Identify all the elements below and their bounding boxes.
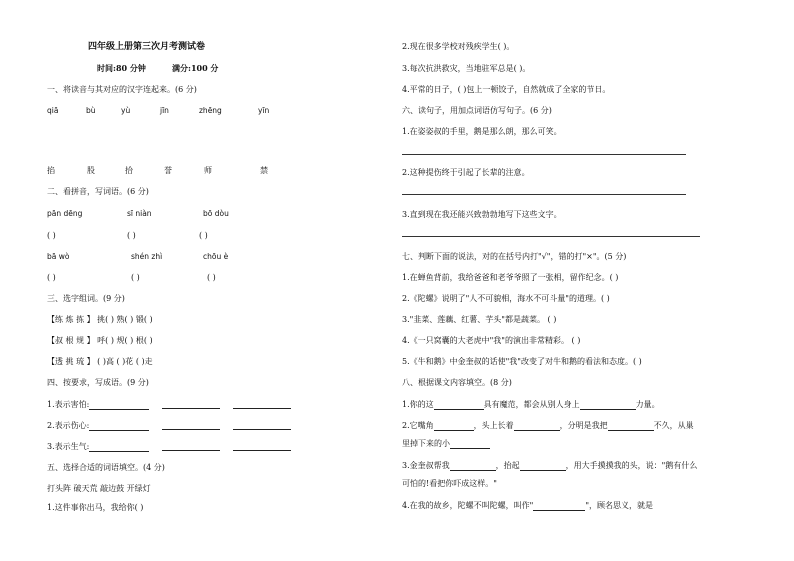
q7-item-1: 1.在蝉鱼背前，我给爸爸和老爷爷照了一张相，留作纪念。( ) — [402, 273, 619, 282]
q2-pinyin-6: chōu è — [203, 252, 229, 261]
q8-item-1: 1.你的这 具有魔范，都会从别人身上 力量。 — [402, 400, 660, 409]
exam-time: 时间:80 分钟 — [97, 63, 146, 73]
q5-item-3: 3.每次抗洪救灾，当地驻军总是( )。 — [402, 64, 531, 73]
q1-pinyin-5: zhēng — [199, 106, 222, 115]
q7-item-3: 3."韭菜、莲藕、红薯、芋头"都是蔬菜。 ( ) — [402, 315, 557, 324]
answer-line[interactable] — [402, 194, 686, 195]
page-title: 四年级上册第三次月考测试卷 — [88, 42, 206, 52]
answer-blank[interactable] — [89, 443, 149, 452]
answer-blank[interactable] — [89, 401, 149, 410]
q1-heading: 一、将读音与其对应的汉字连起来。(6 分) — [47, 85, 197, 94]
q2-answer-6[interactable]: ( ) — [207, 273, 216, 282]
answer-blank[interactable] — [608, 422, 654, 431]
q2-answer-1[interactable]: ( ) — [47, 231, 56, 240]
answer-blank[interactable] — [233, 400, 291, 409]
answer-blank[interactable] — [89, 422, 149, 431]
answer-blank[interactable] — [514, 422, 560, 431]
q8-item-3-cont: 可怕的!看把你吓成这样。" — [402, 479, 497, 488]
q4-item-1: 1.表示害怕: — [47, 400, 149, 410]
answer-blank[interactable] — [434, 422, 474, 431]
q8-item-2-cont: 里掉下来的小 — [402, 439, 490, 449]
q5-word-bank: 打头阵 破天荒 敲边鼓 开绿灯 — [47, 484, 151, 493]
q1-pinyin-3: yù — [121, 106, 131, 115]
answer-blank[interactable] — [450, 440, 490, 449]
q2-pinyin-3: bō dòu — [203, 209, 229, 218]
answer-blank[interactable] — [520, 462, 566, 471]
answer-blank[interactable] — [162, 442, 220, 451]
q6-item-2: 2.这种提伤终于引起了长辈的注意。 — [402, 168, 530, 177]
q1-pinyin-6: yīn — [258, 106, 270, 115]
q1-char-4: 誉 — [164, 166, 172, 175]
q5-item-1: 1.这件事你出马，我给你( ) — [47, 503, 144, 512]
q2-pinyin-5: shén zhì — [131, 252, 163, 261]
q1-pinyin-4: jīn — [160, 106, 169, 115]
q4-item-2: 2.表示伤心: — [47, 421, 149, 431]
answer-blank[interactable] — [434, 401, 484, 410]
answer-line[interactable] — [402, 236, 700, 237]
q3-line-2: 【叔 根 规 】 呼( ) 规( ) 根( ) — [47, 336, 153, 345]
answer-blank[interactable] — [580, 401, 636, 410]
q2-pinyin-2: sī niàn — [127, 209, 152, 218]
q8-item-2: 2.它嘴角 ，头上长着 ，分明是我把 不久，从巢 — [402, 421, 694, 430]
q3-line-1: 【练 炼 拣 】 挑( ) 熟( ) 锻( ) — [47, 315, 153, 324]
answer-blank[interactable] — [450, 462, 496, 471]
q2-heading: 二、看拼音，写词语。(6 分) — [47, 187, 149, 196]
q1-char-3: 拾 — [125, 166, 133, 175]
answer-blank[interactable] — [233, 421, 291, 430]
answer-line[interactable] — [402, 154, 686, 155]
q1-char-6: 禁 — [260, 166, 268, 175]
q6-item-1: 1.在姿姿叔的手里，鹅是那么朗，那么可笑。 — [402, 127, 562, 136]
q6-item-3: 3.直到现在我还能兴致勃勃地写下这些文字。 — [402, 210, 562, 219]
q5-item-2: 2.现在很多学校对残疾学生( )。 — [402, 42, 515, 51]
q1-char-5: 师 — [204, 166, 212, 175]
answer-blank[interactable] — [162, 400, 220, 409]
q5-item-4: 4.平常的日子，( )包上一顿饺子，自然就成了全家的节日。 — [402, 85, 611, 94]
q1-pinyin-2: bù — [86, 106, 96, 115]
q6-heading: 六、读句子，用加点词语仿写句子。(6 分) — [402, 106, 552, 115]
answer-blank[interactable] — [533, 502, 585, 511]
exam-score: 满分:100 分 — [172, 63, 219, 73]
q1-char-1: 掐 — [47, 166, 55, 175]
q8-item-3: 3.金奎叔帮我 ，抬起 ，用大手摸摸我的头，说："鹅有什么 — [402, 461, 698, 470]
q2-pinyin-4: bā wò — [47, 252, 70, 261]
q2-answer-4[interactable]: ( ) — [47, 273, 56, 282]
q5-heading: 五、选择合适的词语填空。(4 分) — [47, 463, 165, 472]
answer-blank[interactable] — [162, 421, 220, 430]
q7-heading: 七、判断下面的说法，对的在括号内打"√"，错的打"×"。(5 分) — [402, 252, 627, 261]
q3-line-3: 【透 挑 琉 】 ( )高 ( )花 ( )走 — [47, 357, 153, 366]
q2-answer-5[interactable]: ( ) — [131, 273, 140, 282]
q7-item-2: 2.《陀螺》说明了"人不可貌相，海水不可斗量"的道理。( ) — [402, 294, 610, 303]
q2-pinyin-1: pān dēng — [47, 209, 83, 218]
q3-heading: 三、选字组词。(9 分) — [47, 294, 125, 303]
q4-heading: 四、按要求，写成语。(9 分) — [47, 378, 149, 387]
q8-item-4: 4.在我的故乡，陀螺不叫陀螺，叫作" "，顾名思义，就是 — [402, 501, 653, 510]
q2-answer-3[interactable]: ( ) — [199, 231, 208, 240]
q7-item-5: 5.《牛和鹅》中金奎叔的话使"我"改变了对牛和鹅的看法和态度。( ) — [402, 357, 642, 366]
q8-heading: 八、根据课文内容填空。(8 分) — [402, 378, 512, 387]
q1-char-2: 股 — [87, 166, 95, 175]
q2-answer-2[interactable]: ( ) — [127, 231, 136, 240]
q7-item-4: 4.《一只窝囊的大老虎中"我"的演出非常精彩。 ( ) — [402, 336, 581, 345]
answer-blank[interactable] — [233, 442, 291, 451]
q4-item-3: 3.表示生气: — [47, 442, 149, 452]
q1-pinyin-1: qiā — [47, 106, 59, 115]
